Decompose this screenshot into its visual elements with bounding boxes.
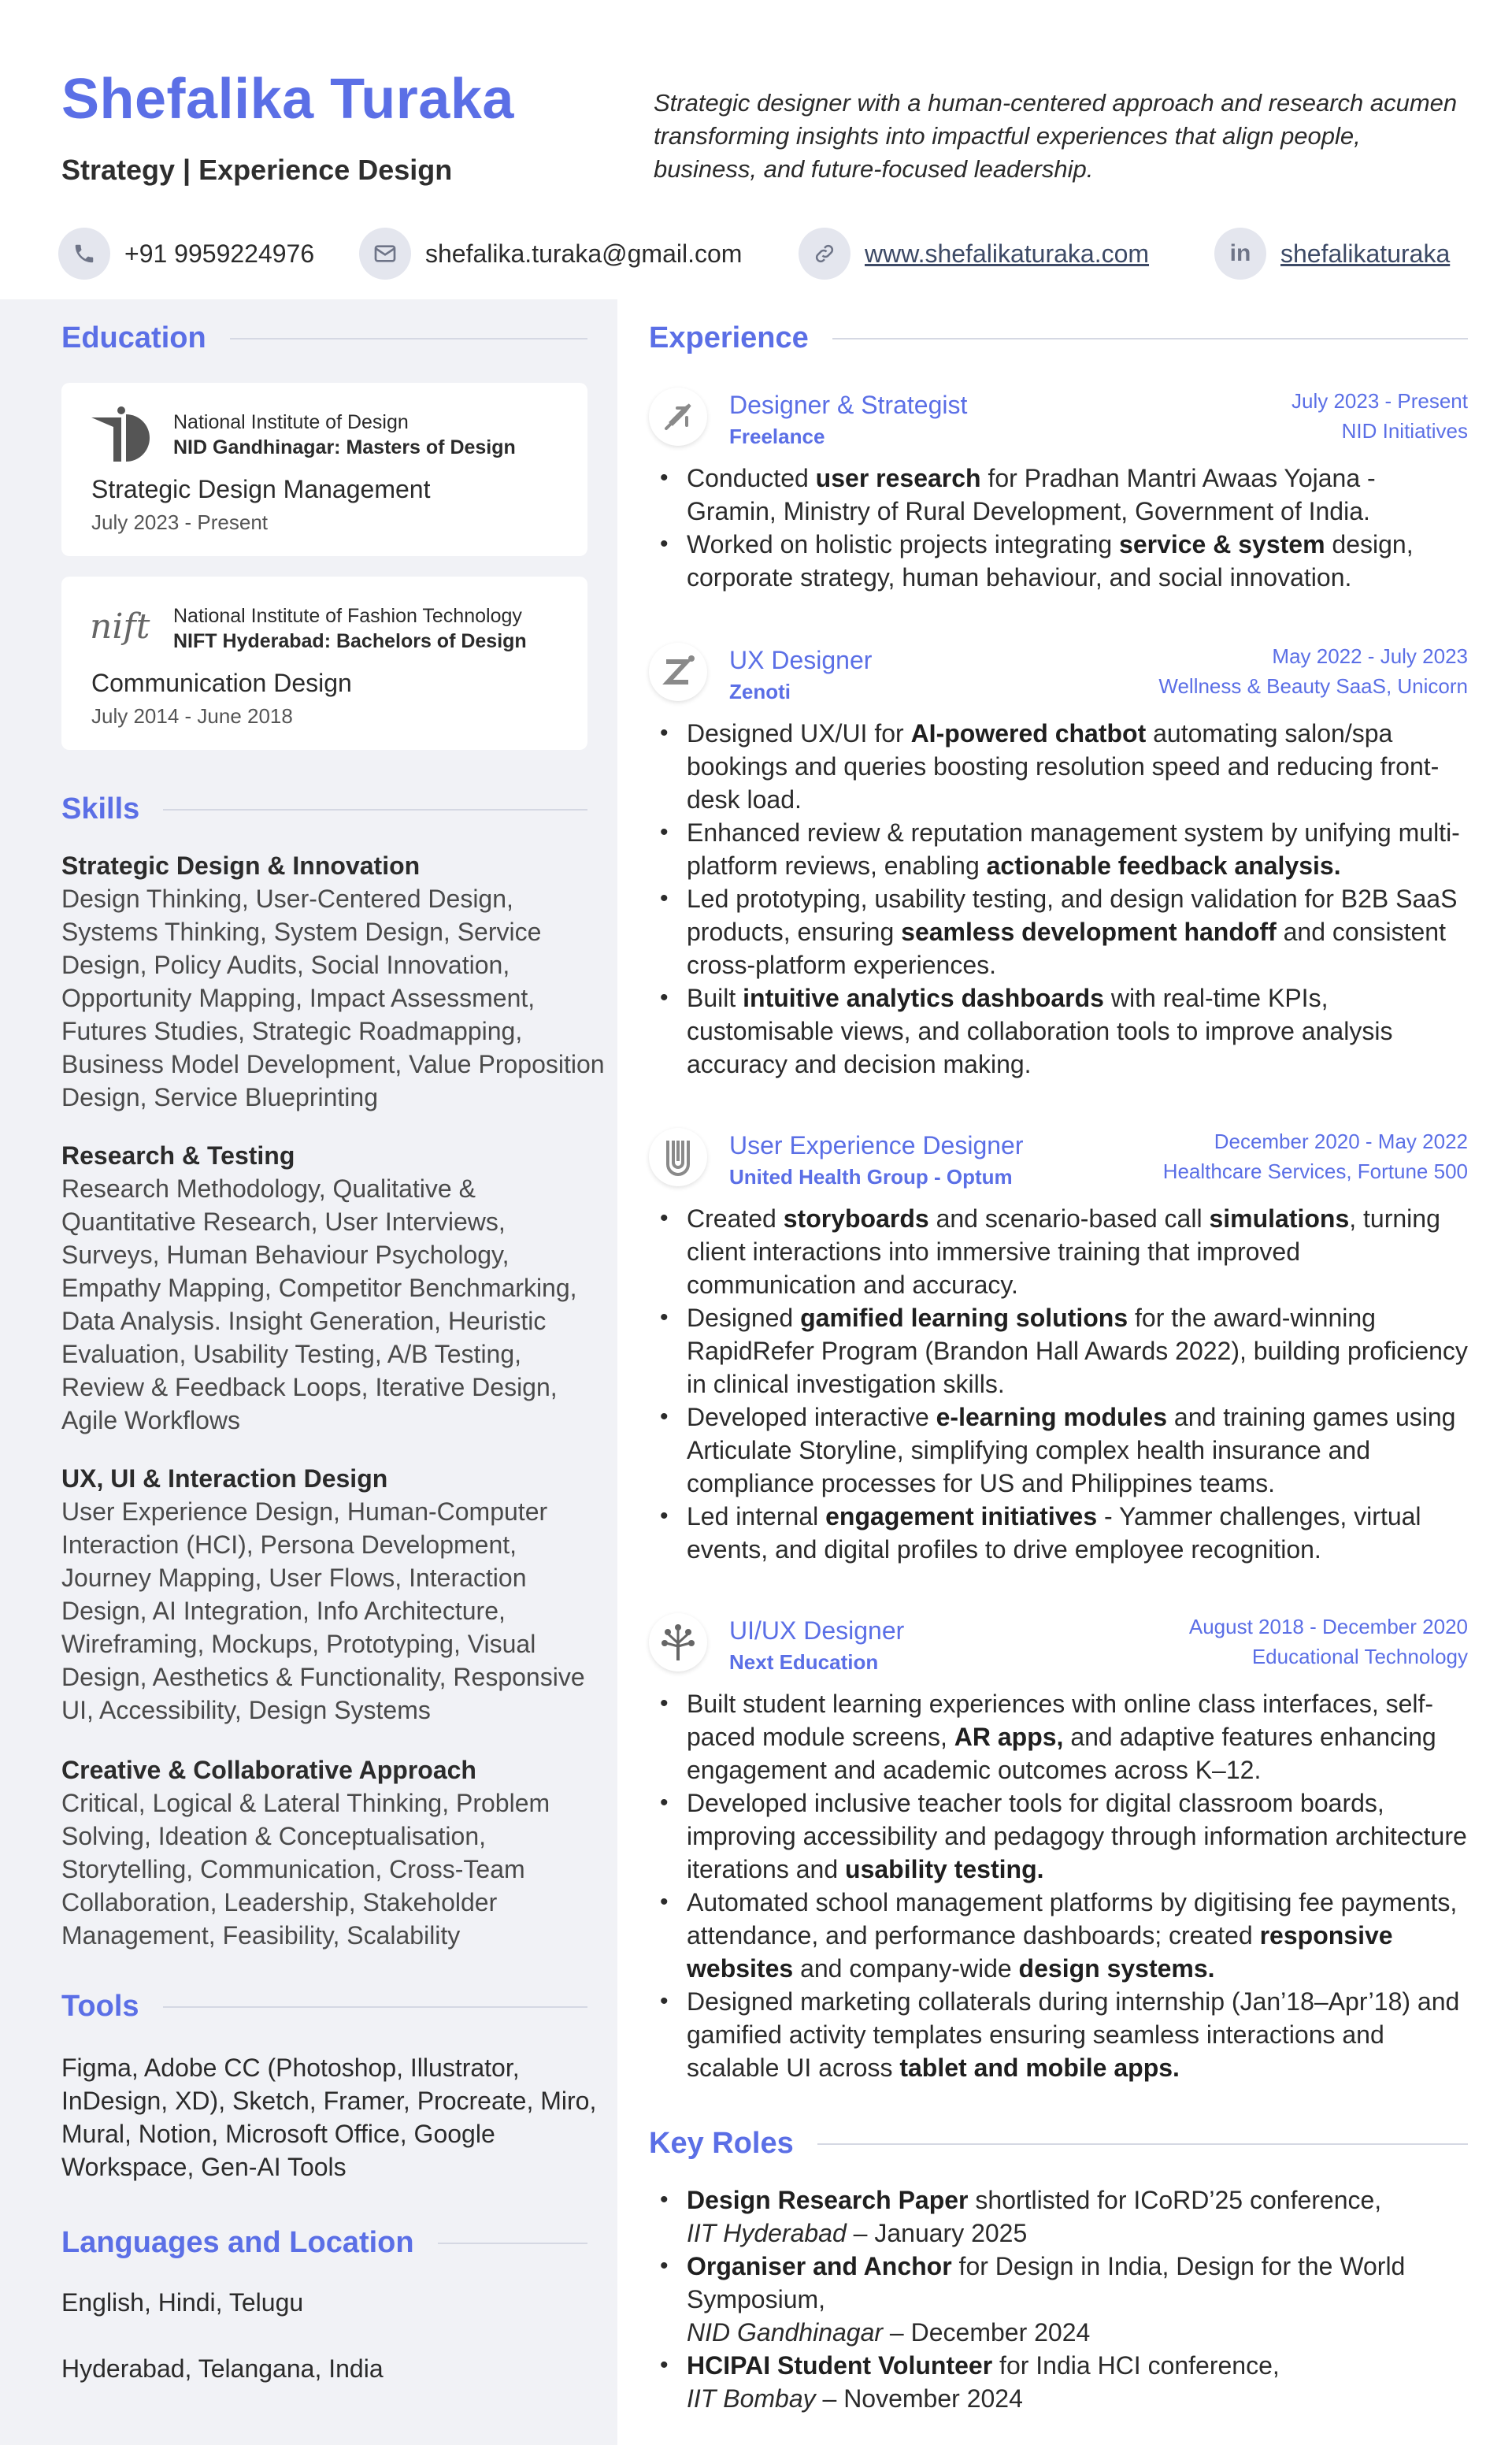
- dates: July 2023 - Present: [91, 510, 269, 534]
- candidate-role: Strategy | Experience Design: [61, 154, 453, 186]
- job-next-education: [649, 1613, 1468, 2102]
- link-icon: [799, 228, 850, 280]
- job-tag: Wellness & Beauty SaaS, Unicorn: [1158, 674, 1468, 698]
- job-title: UX Designer: [729, 646, 873, 674]
- job-bullets: [649, 1202, 1468, 1566]
- tools-list: Figma, Adobe CC (Photoshop, Illustrator, InDesign, XD), Sketch, Framer, Procreate, Miro, Mural, Notion, Microsoft Office, Google Workspace, Gen-AI Tools: [61, 2054, 597, 2181]
- linkedin-link[interactable]: shefalikaturaka: [1280, 239, 1451, 268]
- skill-group-title: Creative & Collaborative Approach: [61, 1756, 476, 1784]
- education-heading: [61, 321, 587, 355]
- job-title: Designer & Strategist: [729, 391, 968, 419]
- experience-heading: [649, 321, 1468, 355]
- tools-heading: [61, 1990, 587, 2024]
- summary: Strategic designer with a human-centered approach and research acumen transforming insights into impactful experiences that align people, business, and future-focused leadership.: [654, 89, 1458, 183]
- contact-linkedin: [1214, 224, 1450, 284]
- mail-icon: [359, 228, 411, 280]
- job-tag: Educational Technology: [1251, 1645, 1468, 1668]
- job-uhg: [649, 1128, 1468, 1569]
- location: Hyderabad, Telangana, India: [61, 2354, 384, 2383]
- skill-group-text: Critical, Logical & Lateral Thinking, Problem Solving, Ideation & Conceptualisation, Storytelling, Communication, Cross-Team Collaboration, Leadership, Stakeholder Management, Feasibility, Scalability: [61, 1789, 550, 1950]
- phone-icon: [58, 228, 110, 280]
- degree: NID Gandhinagar: Masters of Design: [173, 436, 516, 458]
- skill-group-text: Design Thinking, User-Centered Design, Systems Thinking, System Design, Service Design, Policy Audits, Social Innovation, Opportunity Mapping, Impact Assessment, Futures Studies, Strategic Roadmapping, Business Model Development, Value Proposition Design, Service Blueprinting: [61, 885, 605, 1111]
- skills-heading: [61, 792, 587, 826]
- skill-group: [61, 1753, 605, 1952]
- job-bullet: • Enhanced review & reputation management system by unifying multi-platform reviews, enabling actionable feedback analysis.: [649, 816, 1468, 882]
- job-bullet: • Led prototyping, usability testing, and design validation for B2B SaaS products, ensuring seamless development handoff and consistent cross-platform experiences.: [649, 882, 1468, 981]
- job-bullet: • Created storyboards and scenario-based call simulations, turning client interactions into immersive training that improved communication and accuracy.: [649, 1202, 1468, 1301]
- skill-group-title: Research & Testing: [61, 1141, 295, 1170]
- skill-group: [61, 1139, 605, 1437]
- skill-group-title: Strategic Design & Innovation: [61, 851, 421, 880]
- skill-group-text: User Experience Design, Human-Computer Interaction (HCI), Persona Development, Journey Mapping, User Flows, Interaction Design, AI Integration, Info Architecture, Wireframing, Mockups, Prototyping, Visual Design, Aesthetics & Functionality, Responsive UI, Accessibility, Design Systems: [61, 1497, 585, 1724]
- degree: NIFT Hyderabad: Bachelors of Design: [173, 630, 527, 652]
- skill-group-title: UX, UI & Interaction Design: [61, 1464, 388, 1493]
- job-bullet: • Developed interactive e-learning modules and training games using Articulate Storyline, simplifying complex health insurance and compliance processes for US and Philippines teams.: [649, 1401, 1468, 1500]
- skill-group: [61, 849, 605, 1114]
- job-bullets: [649, 462, 1468, 594]
- job-title: UI/UX Designer: [729, 1616, 905, 1645]
- job-tag: Healthcare Services, Fortune 500: [1162, 1159, 1468, 1183]
- divider: [163, 809, 587, 811]
- languages-heading-text: Languages and Location: [61, 2226, 414, 2259]
- job-bullets: [649, 1687, 1468, 2084]
- svg-text:nift: nift: [90, 607, 150, 647]
- job-freelance: [649, 388, 1468, 592]
- contact-bar: [58, 224, 1468, 284]
- education-heading-text: Education: [61, 321, 206, 354]
- institute-name: National Institute of Fashion Technology: [173, 605, 522, 627]
- dates: July 2014 - June 2018: [91, 704, 293, 728]
- skill-group: [61, 1462, 605, 1727]
- divider: [817, 2143, 1468, 2145]
- job-bullet: • Worked on holistic projects integrating service & system design, corporate strategy, human behaviour, and social innovation.: [649, 528, 1468, 594]
- job-dates: May 2022 - July 2023: [1272, 644, 1468, 668]
- skill-group-text: Research Methodology, Qualitative & Quantitative Research, User Interviews, Surveys, Human Behaviour Psychology, Empathy Mapping, Competitor Benchmarking, Data Analysis. Insight Generation, Heuristic Evaluation, Usability Testing, A/B Testing, Review & Feedback Loops, Iterative Design, Agile Workflows: [61, 1174, 577, 1434]
- contact-phone: [58, 224, 314, 284]
- job-bullet: • Designed UX/UI for AI-powered chatbot automating salon/spa bookings and queries boosting resolution speed and reducing front-desk load.: [649, 717, 1468, 816]
- job-company: Zenoti: [729, 680, 791, 703]
- job-bullet: • Developed inclusive teacher tools for digital classroom boards, improving accessibility and pedagogy through information architecture iterations and usability testing.: [649, 1786, 1468, 1886]
- job-dates: July 2023 - Present: [1291, 389, 1468, 413]
- job-company: Freelance: [729, 425, 825, 448]
- divider: [230, 338, 587, 339]
- nid-logo-icon: [90, 406, 156, 462]
- key-roles-heading: [649, 2127, 1468, 2161]
- website-link[interactable]: www.shefalikaturaka.com: [865, 239, 1150, 268]
- divider: [163, 2006, 587, 2008]
- divider: [832, 338, 1468, 339]
- contact-website: [799, 224, 1149, 284]
- uhg-logo-icon: [649, 1128, 707, 1186]
- header: [61, 63, 1463, 221]
- job-company: Next Education: [729, 1650, 879, 1674]
- job-bullet: • Designed marketing collaterals during internship (Jan’18–Apr’18) and gamified activity templates ensuring seamless interactions and scalable UI across tablet and mobile apps.: [649, 1985, 1468, 2084]
- job-tag: NID Initiatives: [1341, 419, 1468, 443]
- job-bullet: • Led internal engagement initiatives - Yammer challenges, virtual events, and digital profiles to drive employee recognition.: [649, 1500, 1468, 1566]
- job-bullet: • Automated school management platforms by digitising fee payments, attendance, and performance dashboards; created responsive websites and company-wide design systems.: [649, 1886, 1468, 1985]
- education-card-nid: [61, 383, 587, 556]
- phone-number[interactable]: +91 9959224976: [124, 239, 315, 268]
- tools-heading-text: Tools: [61, 1990, 139, 2023]
- education-card-nift: [61, 577, 587, 750]
- job-company: United Health Group - Optum: [729, 1165, 1013, 1189]
- program: Strategic Design Management: [91, 475, 431, 503]
- program: Communication Design: [91, 669, 352, 697]
- candidate-name: Shefalika Turaka: [61, 68, 514, 131]
- job-bullet: • Built intuitive analytics dashboards with real-time KPIs, customisable views, and collaboration tools to improve analysis accuracy and decision making.: [649, 981, 1468, 1081]
- key-roles-heading-text: Key Roles: [649, 2127, 794, 2160]
- skills-heading-text: Skills: [61, 792, 140, 826]
- job-dates: August 2018 - December 2020: [1188, 1615, 1468, 1638]
- next-education-logo-icon: [649, 1613, 707, 1671]
- job-bullet: • Built student learning experiences with online class interfaces, self-paced module screens, AR apps, and adaptive features enhancing engagement and academic outcomes across K–12.: [649, 1687, 1468, 1786]
- linkedin-icon: in: [1214, 228, 1266, 280]
- job-bullets: [649, 717, 1468, 1081]
- languages-heading: [61, 2226, 587, 2260]
- nift-logo-icon: [90, 600, 156, 655]
- job-dates: December 2020 - May 2022: [1214, 1130, 1468, 1153]
- languages-list: English, Hindi, Telugu: [61, 2288, 304, 2317]
- key-role-item: • Design Research Paper shortlisted for ICoRD’25 conference, IIT Hyderabad – January 2025: [649, 2183, 1468, 2250]
- key-roles-list: [649, 2183, 1468, 2415]
- freelance-logo-icon: [649, 388, 707, 446]
- divider: [438, 2243, 587, 2244]
- email-address[interactable]: shefalika.turaka@gmail.com: [425, 239, 743, 268]
- job-title: User Experience Designer: [729, 1131, 1024, 1159]
- zenoti-logo-icon: [649, 643, 707, 701]
- contact-email: [359, 224, 742, 284]
- key-role-item: • Organiser and Anchor for Design in India, Design for the World Symposium, NID Gandhinagar – December 2024: [649, 2250, 1468, 2349]
- institute-name: National Institute of Design: [173, 411, 409, 433]
- experience-heading-text: Experience: [649, 321, 809, 354]
- key-role-item: • HCIPAI Student Volunteer for India HCI conference, IIT Bombay – November 2024: [649, 2349, 1468, 2415]
- job-bullet: • Conducted user research for Pradhan Mantri Awaas Yojana - Gramin, Ministry of Rural Development, Government of India.: [649, 462, 1468, 528]
- job-zenoti: [649, 643, 1468, 1084]
- job-bullet: • Designed gamified learning solutions for the award-winning RapidRefer Program (Brandon Hall Awards 2022), building proficiency in clinical investigation skills.: [649, 1301, 1468, 1401]
